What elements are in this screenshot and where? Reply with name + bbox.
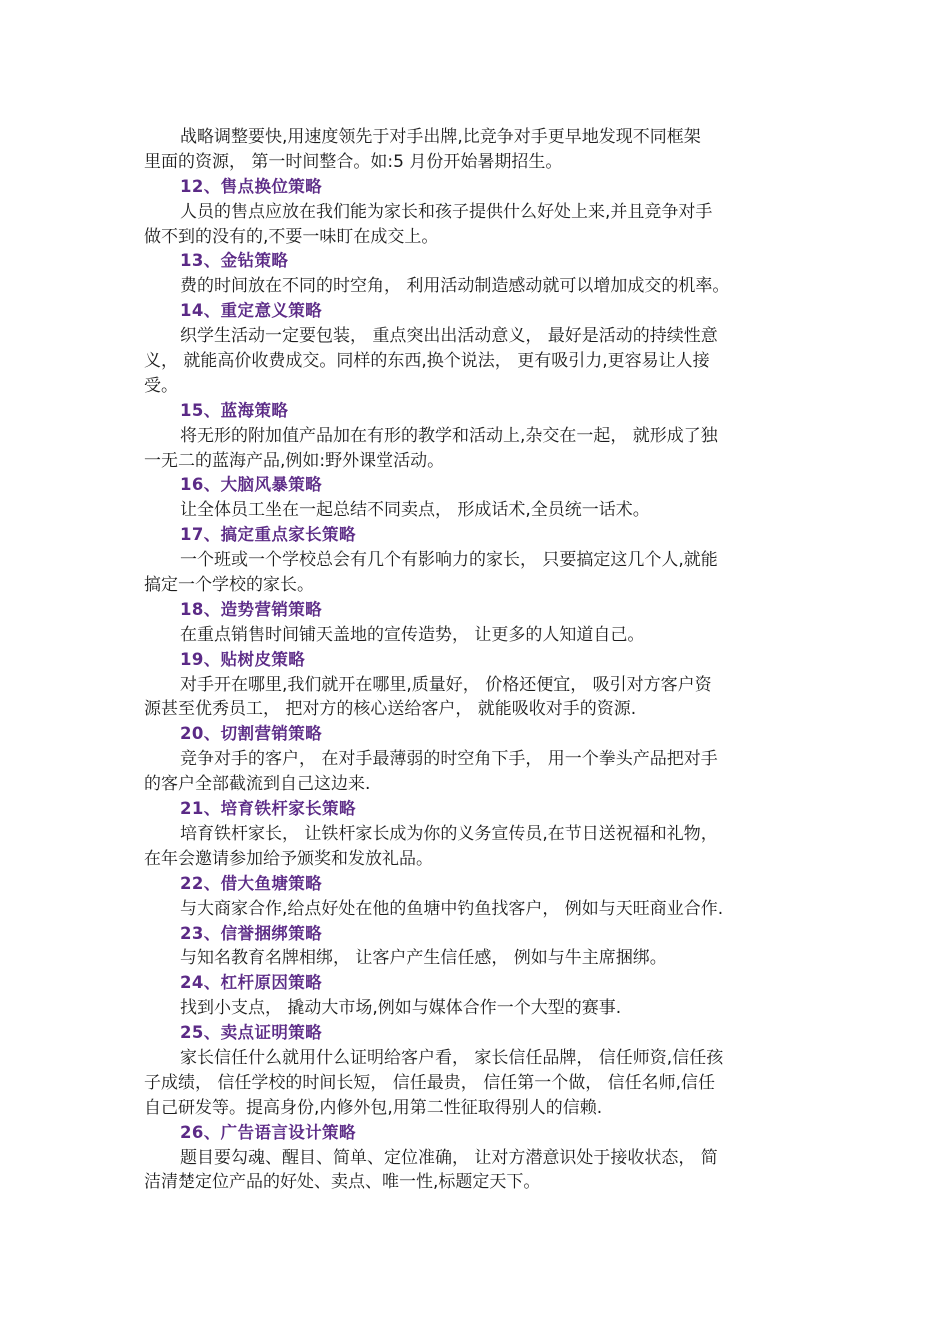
section-heading: 16、大脑风暴策略 — [180, 475, 323, 495]
section-heading: 25、卖点证明策略 — [180, 1023, 323, 1043]
section-heading: 20、切割营销策略 — [180, 724, 323, 744]
paragraph-line: 找到小支点， 撬动大市场,例如与媒体合作一个大型的赛事. — [180, 998, 622, 1019]
paragraph-line: 让全体员工坐在一起总结不同卖点， 形成话术,全员统一话术。 — [180, 500, 650, 521]
paragraph-line: 的客户全部截流到自己这边来. — [144, 774, 371, 795]
paragraph-line: 里面的资源， 第一时间整合。如:5 月份开始暑期招生。 — [144, 151, 563, 172]
section-heading: 22、借大鱼塘策略 — [180, 873, 323, 893]
paragraph-line: 义， 就能高价收费成交。同样的东西,换个说法， 更有吸引力,更容易让人接 — [144, 351, 710, 372]
paragraph-line: 受。 — [144, 375, 178, 396]
section-heading: 26、广告语言设计策略 — [180, 1122, 356, 1142]
paragraph-line: 织学生活动一定要包装， 重点突出出活动意义， 最好是活动的持续性意 — [180, 326, 718, 347]
section-heading: 18、造势营销策略 — [180, 599, 323, 619]
paragraph-line: 家长信任什么就用什么证明给客户看， 家长信任品牌， 信任师资,信任孩 — [180, 1047, 724, 1068]
paragraph-line: 将无形的附加值产品加在有形的教学和活动上,杂交在一起， 就形成了独 — [180, 425, 718, 446]
paragraph-line: 与大商家合作,给点好处在他的鱼塘中钓鱼找客户， 例如与天旺商业合作. — [180, 898, 724, 919]
paragraph-line: 洁清楚定位产品的好处、卖点、唯一性,标题定天下。 — [144, 1172, 541, 1193]
paragraph-line: 培育铁杆家长， 让铁杆家长成为你的义务宣传员,在节日送祝福和礼物， — [180, 823, 718, 844]
paragraph-line: 一个班或一个学校总会有几个有影响力的家长， 只要搞定这几个人,就能 — [180, 550, 718, 571]
section-heading: 13、金钻策略 — [180, 251, 289, 271]
section-heading: 23、信誉捆绑策略 — [180, 923, 323, 943]
section-heading: 24、杠杆原因策略 — [180, 973, 323, 993]
paragraph-line: 搞定一个学校的家长。 — [144, 575, 314, 596]
paragraph-line: 竞争对手的客户， 在对手最薄弱的时空角下手， 用一个拳头产品把对手 — [180, 749, 718, 770]
paragraph-line: 对手开在哪里,我们就开在哪里,质量好， 价格还便宜， 吸引对方客户资 — [180, 674, 712, 695]
section-heading: 21、培育铁杆家长策略 — [180, 799, 356, 819]
section-heading: 17、搞定重点家长策略 — [180, 525, 356, 545]
paragraph-line: 在年会邀请参加给予颁奖和发放礼品。 — [144, 848, 433, 869]
paragraph-line: 费的时间放在不同的时空角， 利用活动制造感动就可以增加成交的机率。 — [180, 276, 730, 297]
paragraph-line: 战略调整要快,用速度领先于对手出牌,比竞争对手更早地发现不同框架 — [180, 127, 701, 147]
section-heading: 19、贴树皮策略 — [180, 649, 306, 669]
paragraph-line: 一无二的蓝海产品,例如:野外课堂活动。 — [144, 450, 445, 471]
paragraph-line: 人员的售点应放在我们能为家长和孩子提供什么好处上来,并且竞争对手 — [180, 201, 713, 222]
paragraph-line: 在重点销售时间铺天盖地的宣传造势， 让更多的人知道自己。 — [180, 624, 645, 645]
paragraph-line: 源甚至优秀员工， 把对方的核心送给客户， 就能吸收对手的资源. — [144, 699, 637, 720]
paragraph-line: 题目要勾魂、醒目、简单、定位准确， 让对方潜意识处于接收状态， 简 — [180, 1147, 718, 1168]
section-heading: 12、售点换位策略 — [180, 176, 323, 196]
paragraph-line: 子成绩， 信任学校的时间长短， 信任最贵， 信任第一个做， 信任名师,信任 — [144, 1072, 716, 1093]
section-heading: 14、重定意义策略 — [180, 301, 323, 321]
paragraph-line: 做不到的没有的,不要一味盯在成交上。 — [144, 226, 439, 247]
paragraph-line: 与知名教育名牌相绑， 让客户产生信任感， 例如与牛主席捆绑。 — [180, 948, 667, 969]
document-body — [144, 125, 824, 1195]
section-heading: 15、蓝海策略 — [180, 400, 289, 420]
paragraph-line: 自己研发等。提高身份,内修外包,用第二性征取得别人的信赖. — [144, 1097, 603, 1118]
